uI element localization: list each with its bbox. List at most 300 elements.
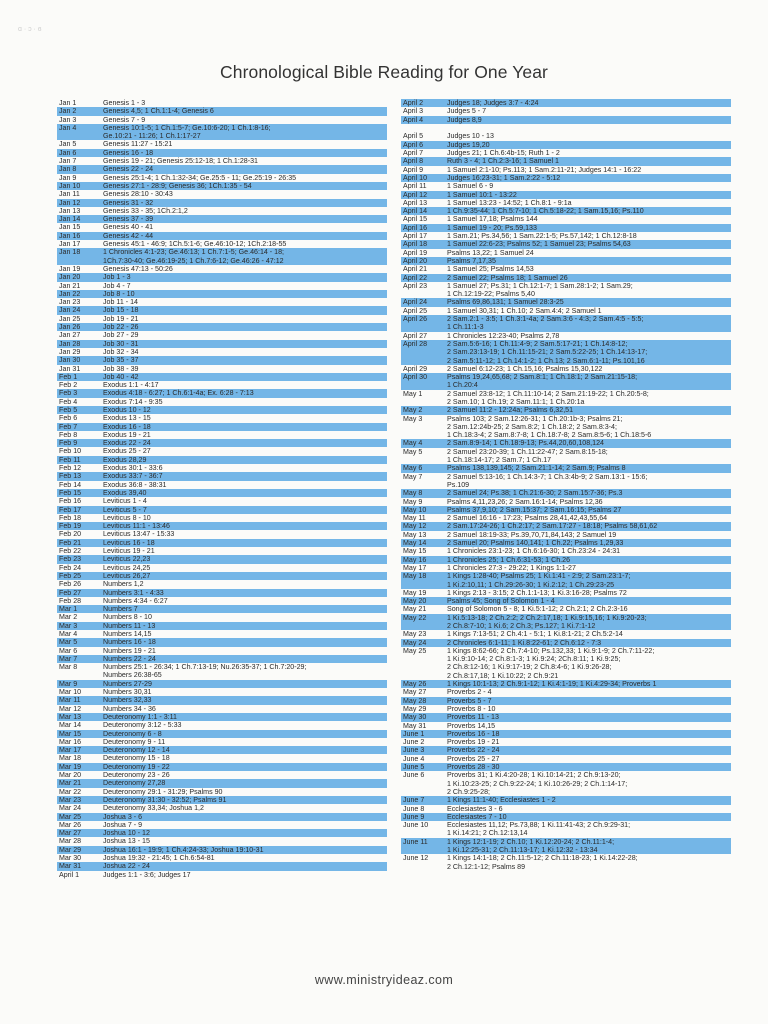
reading-row [401,365,731,373]
reading-row [401,315,731,332]
reading-passages: 2 Samuel 23:8-12; 1 Ch.11:10-14; 2 Sam.21:19-22; 1 Ch.20:5-8; 2 Sam.10; 1 Ch.19; 2 Sam.11:1; 1 Ch.20:1a [447,389,649,406]
reading-row [401,531,731,539]
reading-day: May 20 [403,597,427,606]
reading-day: May 10 [403,505,427,514]
reading-day: Jan 5 [59,140,77,149]
reading-passages: Leviticus 19 - 21 [103,547,155,556]
reading-row [57,497,387,505]
reading-row [401,771,731,796]
reading-day: Feb 28 [59,596,82,605]
reading-row [401,647,731,680]
reading-passages: 1 Kings 10:1-13; 2 Ch.9:1-12; 1 Ki.4:1-19; 1 Ki.4:29-34; Proverbs 1 [447,680,657,689]
reading-day: Jan 8 [59,165,77,174]
reading-passages: Deuteronomy 3:12 - 5:33 [103,721,182,730]
reading-row [401,439,731,447]
reading-day: Feb 11 [59,455,81,464]
reading-row [401,240,731,248]
reading-day: June 2 [403,738,425,747]
reading-row [401,630,731,638]
reading-row [57,829,387,837]
reading-row [401,722,731,730]
reading-day: June 4 [403,754,425,763]
reading-day: Mar 7 [59,654,78,663]
reading-day: Feb 26 [59,580,82,589]
reading-row [401,605,731,613]
reading-passages: Leviticus 26,27 [103,571,151,580]
reading-row [401,282,731,299]
reading-row [401,738,731,746]
reading-day: Jan 11 [59,190,80,199]
reading-passages: Numbers 27-29 [103,679,152,688]
reading-day: May 18 [403,572,427,581]
reading-row [57,240,387,248]
reading-passages: Leviticus 16 - 18 [103,538,155,547]
reading-day: April 7 [403,149,424,158]
reading-row [57,696,387,704]
reading-passages: Psalms 13,22; 1 Samuel 24 [447,248,534,257]
reading-passages: Genesis 27:1 - 28:9; Genesis 36; 1Ch.1:35 - 54 [103,181,252,190]
reading-row [57,116,387,124]
reading-day: May 9 [403,497,423,506]
reading-row [401,307,731,315]
reading-day: June 11 [403,837,428,846]
reading-passages: Exodus 1:1 - 4:17 [103,381,159,390]
reading-passages: Genesis 42 - 44 [103,231,154,240]
reading-row [401,821,731,838]
reading-passages: Job 40 - 42 [103,372,139,381]
reading-passages: Job 15 - 18 [103,306,139,315]
reading-passages: Joshua 22 - 24 [103,862,150,871]
reading-passages: Numbers 11 - 13 [103,621,156,630]
reading-day: June 1 [403,729,425,738]
reading-passages: Numbers 32,33 [103,696,152,705]
reading-row [57,713,387,721]
reading-day: June 9 [403,812,425,821]
reading-passages: Numbers 30,31 [103,688,152,697]
reading-passages: Deuteronomy 33,34; Joshua 1,2 [103,804,204,813]
reading-row [57,555,387,563]
reading-passages: Job 27 - 29 [103,331,139,340]
reading-day: April 25 [403,306,428,315]
reading-passages: Ecclesiastes 3 - 6 [447,804,503,813]
reading-day: Mar 4 [59,630,78,638]
reading-day: April 28 [403,339,428,348]
reading-day: Feb 9 [59,439,78,448]
reading-passages: 1 Samuel 10:1 - 13:22 [447,190,517,199]
reading-passages: Numbers 25:1 - 26:34; 1 Ch.7:13-19; Nu.26:35-37; 1 Ch.7:20-29; Numbers 26:38-65 [103,663,307,680]
reading-row [57,381,387,389]
reading-row [401,298,731,306]
reading-passages: Exodus 25 - 27 [103,447,151,456]
reading-passages: Exodus 36:8 - 38:31 [103,480,167,489]
reading-day: Mar 17 [59,746,82,755]
reading-day: April 14 [403,207,428,216]
reading-passages: Job 8 - 10 [103,289,135,298]
reading-passages: 2 Samuel 6:12-23; 1 Ch.15,16; Psalms 15,30,122 [447,364,603,373]
reading-day: Mar 25 [59,812,82,821]
reading-row [57,439,387,447]
reading-day: May 19 [403,588,427,597]
reading-passages: Proverbs 31; 1 Ki.4:20-28; 1 Ki.10:14-21; 2 Ch.9:13-20; 1 Ki.10:23-25; 2 Ch.9:22-24; 1 Ki.10:26-29; 2 Ch.1:14-17; 2 Ch.9:25-28; [447,771,628,796]
reading-row [401,232,731,240]
reading-passages: Exodus 22 - 24 [103,439,151,448]
reading-passages: Numbers 7 [103,605,138,614]
reading-passages: 1 Kings 14:1-18; 2 Ch.11:5-12; 2 Ch.11:18-23; 1 Ki.14:22-28; 2 Ch.12:1-12; Psalms 89 [447,854,638,871]
reading-day: May 11 [403,514,426,523]
reading-day: Mar 13 [59,712,82,721]
reading-passages: Genesis 25:1-4; 1 Ch.1:32-34; Ge.25:5 - 11; Ge.25:19 - 26:35 [103,173,297,182]
reading-passages: 2 Samuel 20; Psalms 140,141; 1 Ch.22; Psalms 1,29,33 [447,539,624,548]
reading-passages: Genesis 10:1-5; 1 Ch.1:5-7; Ge.10:6-20; 1 Ch.1:8-16; Ge.10:21 - 11:26; 1 Ch.1:17-27 [103,123,271,141]
reading-day: May 21 [403,605,427,614]
reading-passages: Leviticus 24,25 [103,563,151,572]
reading-day: Mar 15 [59,729,82,738]
reading-passages: Genesis 28:10 - 30:43 [103,190,173,199]
reading-row [401,688,731,696]
reading-passages: Numbers 4:34 - 6:27 [103,596,168,605]
section-gap [401,124,731,133]
reading-day: Feb 20 [59,530,82,539]
reading-day: Jan 2 [59,107,77,116]
reading-passages: 2 Samuel 18:19-33; Ps.39,70,71,84,143; 2 Samuel 19 [447,530,617,539]
reading-passages: 1 Chronicles 12:23-40; Psalms 2,78 [447,331,560,340]
reading-row [57,638,387,646]
reading-passages: Judges 5 - 7 [447,107,487,116]
reading-day: Jan 26 [59,323,81,332]
reading-row [401,116,731,124]
reading-row [401,498,731,506]
reading-row [57,472,387,480]
reading-day: May 6 [403,464,423,473]
reading-passages: 1 Kings 11:1-40; Ecclesiastes 1 - 2 [447,796,556,805]
reading-row [401,597,731,605]
reading-row [57,199,387,207]
reading-row [401,705,731,713]
reading-day: April 13 [403,198,428,207]
reading-passages: Deuteronomy 9 - 11 [103,737,166,746]
reading-day: Mar 31 [59,862,82,871]
reading-passages: Leviticus 1 - 4 [103,497,147,506]
reading-row [57,140,387,148]
reading-day: Mar 20 [59,771,82,780]
reading-passages: 1 Samuel 22:6-23; Psalms 52; 1 Samuel 23; Psalms 54,63 [447,240,631,249]
reading-passages: Deuteronomy 27,28 [103,779,166,788]
reading-passages: 1 Chronicles 27:3 - 29:22; 1 Kings 1:1-27 [447,563,576,572]
reading-day: May 16 [403,555,427,564]
reading-passages: Job 1 - 3 [103,273,131,282]
reading-day: Mar 23 [59,795,82,804]
reading-day: Feb 12 [59,464,82,473]
reading-row [401,141,731,149]
reading-row [57,647,387,655]
scan-corner-mark: ɑ · ɔ · ɞ [18,26,42,33]
reading-row [401,589,731,597]
reading-day: Jan 3 [59,115,77,124]
reading-day: Mar 8 [59,663,78,672]
reading-day: Feb 18 [59,513,82,522]
reading-day: June 3 [403,746,425,755]
reading-row [57,754,387,762]
reading-passages: Proverbs 5 - 7 [447,696,492,705]
reading-passages: Judges 1:1 - 3:6; Judges 17 [103,870,191,879]
reading-passages: Genesis 40 - 41 [103,223,154,232]
reading-day: April 23 [403,281,428,290]
reading-day: Jan 23 [59,298,81,307]
reading-passages: Proverbs 25 - 27 [447,754,500,763]
reading-day: April 3 [403,107,424,116]
reading-row [401,415,731,440]
reading-passages: Psalms 45; Song of Solomon 1 - 4 [447,597,555,606]
reading-passages: Judges 10 - 13 [447,132,494,141]
reading-row [401,224,731,232]
reading-day: April 4 [403,115,424,124]
reading-day: Jan 1 [59,99,77,107]
reading-day: April 22 [403,273,428,282]
reading-passages: Ruth 3 - 4; 1 Ch.2:3-16; 1 Samuel 1 [447,157,559,166]
reading-day: Mar 24 [59,804,82,813]
reading-passages: 1 Sam.21; Ps.34,56; 1 Sam.22:1-5; Ps.57,142; 1 Ch.12:8-18 [447,232,637,241]
reading-row [57,356,387,364]
reading-day: May 7 [403,472,423,481]
reading-day: April 19 [403,248,428,257]
reading-passages: Genesis 16 - 18 [103,148,154,157]
reading-day: May 31 [403,721,427,730]
reading-day: Feb 8 [59,430,78,439]
reading-day: Mar 19 [59,762,82,771]
reading-day: Jan 6 [59,148,77,157]
reading-passages: Genesis 31 - 32 [103,198,154,207]
reading-row [57,157,387,165]
reading-day: April 2 [403,99,424,107]
reading-row [57,165,387,173]
reading-row [57,107,387,115]
reading-day: Feb 3 [59,389,78,398]
reading-passages: Leviticus 8 - 10 [103,513,151,522]
reading-day: Jan 22 [59,289,81,298]
reading-passages: Genesis 37 - 39 [103,215,154,224]
reading-day: Feb 13 [59,472,82,481]
reading-day: Jan 21 [59,281,81,290]
reading-row [57,174,387,182]
reading-row [401,448,731,465]
reading-column-left [57,99,387,879]
reading-row [401,174,731,182]
reading-row [57,547,387,555]
reading-day: Mar 30 [59,854,82,863]
reading-passages: Joshua 19:32 - 21:45; 1 Ch.6:54-81 [103,854,215,863]
reading-passages: Psalms 37,9,10; 2 Sam.15:37; 2 Sam.16:15; Psalms 27 [447,505,622,514]
reading-row [57,464,387,472]
reading-day: Mar 6 [59,646,78,655]
reading-row [57,447,387,455]
reading-passages: Deuteronomy 31:30 - 32:52; Psalms 91 [103,795,227,804]
reading-day: June 10 [403,821,429,830]
reading-row [401,854,731,871]
reading-row [57,821,387,829]
reading-row [57,688,387,696]
reading-row [57,680,387,688]
reading-passages: 1 Samuel 30,31; 1 Ch.10; 2 Sam.4:4; 2 Samuel 1 [447,306,602,315]
reading-day: April 20 [403,256,428,265]
reading-day: Feb 4 [59,397,78,406]
reading-passages: 2 Chronicles 6:1-11; 1 Ki.8:22-61; 2 Ch.6:12 - 7:3 [447,638,602,647]
reading-passages: Job 30 - 31 [103,339,139,348]
reading-day: Mar 3 [59,621,78,630]
reading-passages: Ecclesiastes 7 - 10 [447,812,507,821]
reading-day: Mar 12 [59,704,82,713]
reading-row [401,257,731,265]
reading-passages: Proverbs 11 - 13 [447,713,499,722]
reading-row [57,290,387,298]
reading-passages: Leviticus 13:47 - 15:33 [103,530,175,539]
reading-row [57,730,387,738]
reading-passages: 1 Samuel 6 - 9 [447,182,494,191]
reading-day: Jan 28 [59,339,81,348]
reading-passages: 1 Chronicles 25; 1 Ch.6:31-53; 1 Ch.26 [447,555,571,564]
reading-day: Jan 20 [59,273,81,282]
reading-row [57,804,387,812]
reading-day: Mar 26 [59,820,82,829]
reading-day: Mar 11 [59,696,81,705]
reading-day: May 14 [403,539,427,548]
reading-day: April 27 [403,331,428,340]
reading-passages: Joshua 3 - 6 [103,812,143,821]
reading-day: May 23 [403,630,427,639]
reading-passages: Job 4 - 7 [103,281,131,290]
reading-day: Feb 10 [59,447,82,456]
reading-row [57,389,387,397]
reading-day: May 13 [403,530,427,539]
reading-row [57,597,387,605]
reading-day: Jan 4 [59,123,77,132]
reading-day: Mar 9 [59,679,78,688]
reading-row [401,713,731,721]
reading-row [57,572,387,580]
reading-day: Jan 15 [59,223,81,232]
reading-row [401,755,731,763]
reading-passages: Exodus 13 - 15 [103,414,151,423]
reading-passages: Genesis 11:27 - 15:21 [103,140,173,149]
reading-passages: Job 11 - 14 [103,298,138,307]
reading-passages: Genesis 1 - 3 [103,99,146,107]
reading-passages: Job 35 - 37 [103,356,139,365]
reading-day: Feb 14 [59,480,82,489]
reading-row [57,854,387,862]
reading-row [401,340,731,365]
reading-passages: Deuteronomy 29:1 - 31:29; Psalms 90 [103,787,223,796]
reading-day: Feb 25 [59,571,82,580]
reading-passages: 1 Chronicles 23:1-23; 1 Ch.6:16-30; 1 Ch.23:24 - 24:31 [447,547,621,556]
reading-day: Feb 1 [59,372,78,381]
reading-row [57,813,387,821]
reading-passages: Genesis 33 - 35; 1Ch.2:1,2 [103,206,188,215]
reading-row [401,547,731,555]
reading-passages: Genesis 7 - 9 [103,115,146,124]
reading-passages: Genesis 45:1 - 46:9; 1Ch.5:1-6; Ge.46:10-12; 1Ch.2:18-55 [103,240,287,249]
reading-row [57,315,387,323]
reading-row [57,431,387,439]
reading-passages: Leviticus 11:1 - 13:46 [103,522,170,531]
reading-row [57,207,387,215]
reading-row [401,107,731,115]
reading-row [401,265,731,273]
reading-day: Jan 19 [59,264,81,273]
reading-day: May 4 [403,439,423,448]
reading-row [401,746,731,754]
reading-day: Mar 14 [59,721,82,730]
reading-passages: Numbers 1,2 [103,580,144,589]
reading-row [401,207,731,215]
reading-day: Mar 22 [59,787,82,796]
reading-day: May 25 [403,646,427,655]
footer-url: www.ministryideaz.com [314,973,454,987]
reading-row [57,589,387,597]
reading-day: Jan 18 [59,248,81,257]
reading-passages: Numbers 22 - 24 [103,654,156,663]
reading-passages: Genesis 47:13 - 50:26 [103,264,173,273]
reading-row [57,622,387,630]
reading-day: Mar 21 [59,779,82,788]
reading-day: Feb 7 [59,422,78,431]
reading-row [57,630,387,638]
reading-day: Jan 16 [59,231,81,240]
reading-passages: Deuteronomy 15 - 18 [103,754,170,763]
reading-passages: Deuteronomy 23 - 26 [103,771,170,780]
reading-passages: Song of Solomon 5 - 8; 1 Ki.5:1-12; 2 Ch.2:1; 2 Ch.2:3-16 [447,605,628,614]
reading-day: May 3 [403,414,423,423]
reading-passages: Exodus 16 - 18 [103,422,151,431]
reading-row [57,771,387,779]
reading-row [57,530,387,538]
reading-passages: 2 Samuel 23:20-39; 1 Ch.11:22-47; 2 Sam.8:15-18; 1 Ch.18:14-17; 2 Sam.7; 1 Ch.17 [447,447,608,465]
reading-row [401,539,731,547]
reading-day: May 29 [403,704,427,713]
reading-passages: Deuteronomy 1:1 - 3:11 [103,712,177,721]
reading-day: May 22 [403,613,427,622]
reading-day: April 11 [403,182,427,191]
reading-row [401,149,731,157]
reading-passages: Joshua 10 - 12 [103,829,150,838]
reading-row [57,340,387,348]
reading-row [57,406,387,414]
reading-row [57,398,387,406]
reading-row [57,265,387,273]
reading-day: June 7 [403,796,425,805]
reading-passages: Proverbs 28 - 30 [447,763,500,772]
reading-row [401,763,731,771]
reading-passages: Proverbs 8 - 10 [447,704,496,713]
reading-passages: Psalms 19,24,65,68; 2 Sam.8:1; 1 Ch.18:1; 2 Sam.21:15-18; 1 Ch.20:4 [447,373,638,390]
reading-row [57,232,387,240]
reading-day: Feb 23 [59,555,82,564]
reading-row [57,273,387,281]
reading-day: Jan 30 [59,356,81,365]
reading-passages: Ecclesiastes 11,12; Ps.73,88; 1 Ki.11:41-43; 2 Ch.9:29-31; 1 Ki.14:21; 2 Ch.12:13,14 [447,821,631,838]
reading-passages: Genesis 22 - 24 [103,165,154,174]
reading-day: Jan 14 [59,215,81,224]
reading-passages: Judges 19,20 [447,140,490,149]
reading-row [57,323,387,331]
reading-day: May 27 [403,688,427,697]
reading-row [401,572,731,589]
reading-passages: Exodus 28,29 [103,455,147,464]
reading-passages: Leviticus 5 - 7 [103,505,147,514]
reading-day: April 1 [59,870,80,879]
reading-passages: 2 Samuel 16:16 - 17:23; Psalms 28,41,42,43,55,64 [447,514,608,523]
reading-passages: 1 Kings 1:28-40; Psalms 25; 1 Ki.1:41 - 2:9; 2 Sam.23:1-7; 1 Ki.2:10,11; 1 Ch.29:26-30; 1 Ki.2:12; 1 Ch.29:23-25 [447,572,631,589]
reading-passages: 2 Sam.5:6-16; 1 Ch.11:4-9; 2 Sam.5:17-21; 1 Ch.14:8-12; 2 Sam.23:13-19; 1 Ch.11:15-21; 2 Sam.5:22-25; 1 Ch.14:13-17; 2 Sam.5:11-12; 1 Ch.14:1-2; 1 Ch.13; 2 Sam.6:1-11; Ps.101,16 [447,339,648,365]
reading-day: April 21 [403,265,428,274]
